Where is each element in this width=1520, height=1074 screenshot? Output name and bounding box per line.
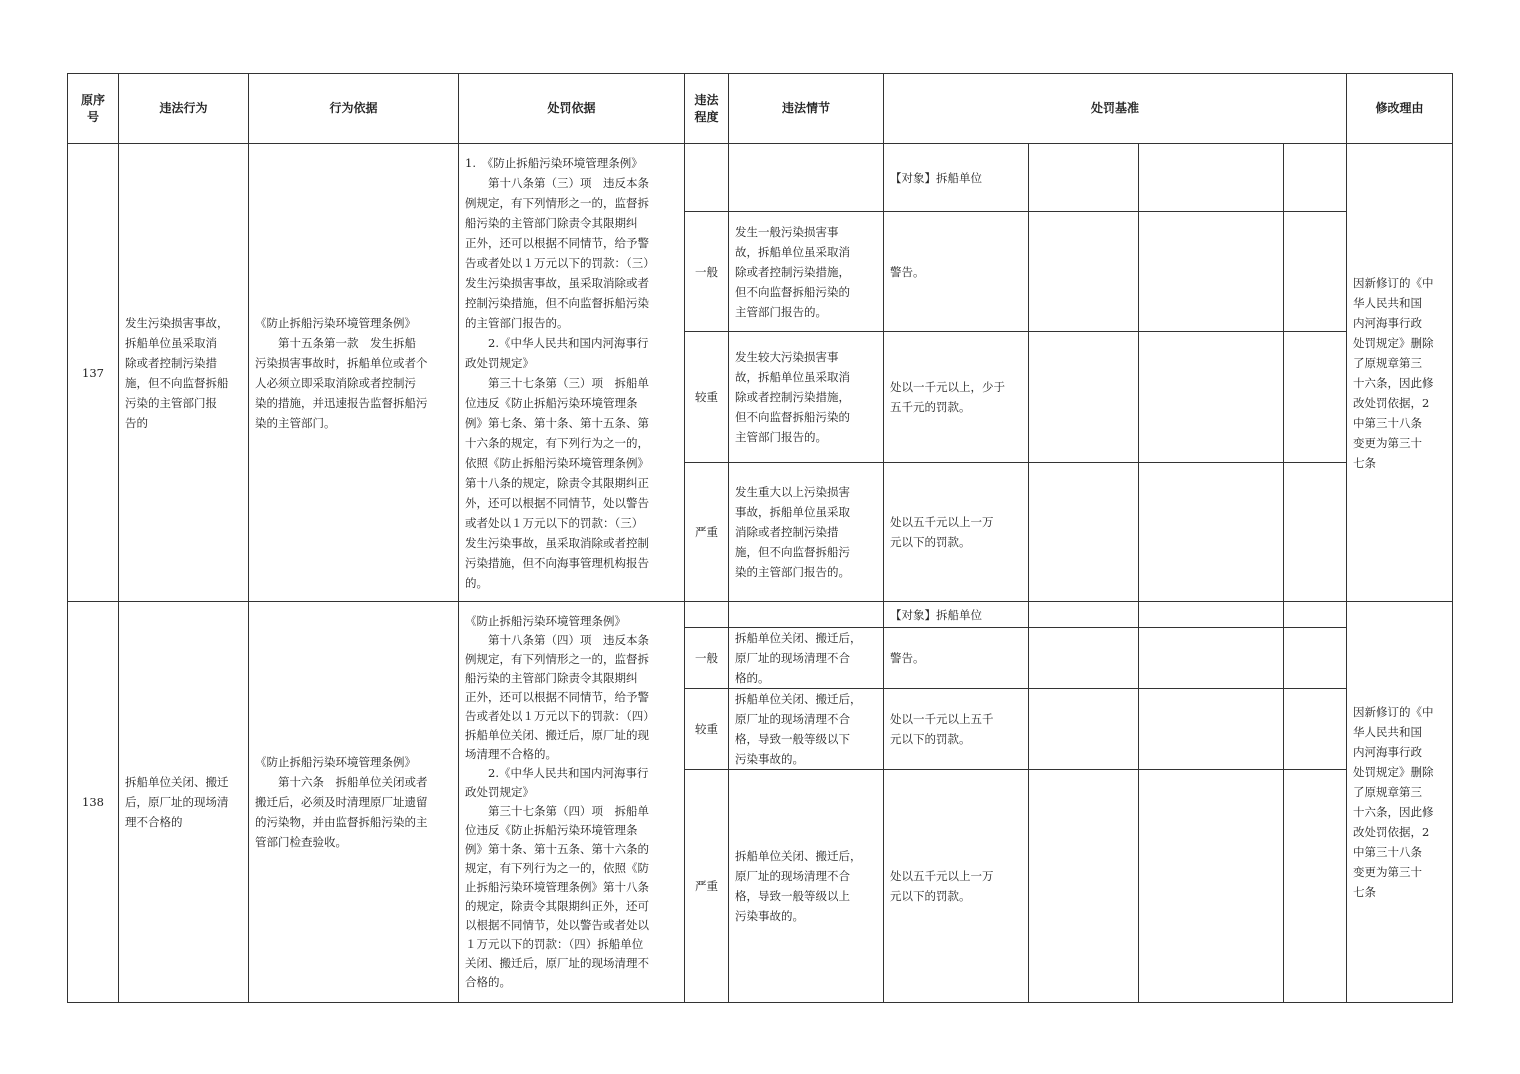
empty-cell (1029, 463, 1139, 602)
degree-cell: 严重 (685, 770, 729, 1003)
header-seq: 原序 号 (68, 74, 119, 144)
act-cell: 发生污染损害事故， 拆船单位虽采取消 除或者控制污染措 施，但不向监督拆船 污染的主管部门报 告的 (119, 144, 249, 602)
header-act: 违法行为 (119, 74, 249, 144)
empty-cell (1029, 332, 1139, 463)
header-act-basis: 行为依据 (249, 74, 459, 144)
circumstance-cell: 发生重大以上污染损害 事故，拆船单位虽采取 消除或者控制污染措 施，但不向监督拆船污 染的主管部门报告的。 (729, 463, 884, 602)
seq-cell: 137 (68, 144, 119, 602)
empty-cell (1139, 463, 1284, 602)
target-cell: 【对象】拆船单位 (884, 602, 1029, 628)
circumstance-cell: 发生较大污染损害事 故，拆船单位虽采取消 除或者控制污染措施， 但不向监督拆船污染的 主管部门报告的。 (729, 332, 884, 463)
empty-cell (1284, 770, 1347, 1003)
circumstance-cell (729, 602, 884, 628)
empty-cell (1139, 144, 1284, 212)
table-row (68, 144, 1453, 212)
header-row (68, 74, 1453, 144)
empty-cell (1284, 602, 1347, 628)
empty-cell (1284, 628, 1347, 689)
empty-cell (1029, 770, 1139, 1003)
empty-cell (1029, 144, 1139, 212)
table-row (68, 602, 1453, 628)
standard-cell: 警告。 (884, 212, 1029, 332)
degree-cell: 一般 (685, 212, 729, 332)
degree-cell: 较重 (685, 332, 729, 463)
degree-cell: 较重 (685, 689, 729, 770)
empty-cell (1284, 689, 1347, 770)
empty-cell (1029, 602, 1139, 628)
empty-cell (1139, 628, 1284, 689)
circumstance-cell: 拆船单位关闭、搬迁后， 原厂址的现场清理不合 格，导致一般等级以下 污染事故的。 (729, 689, 884, 770)
penalty-basis-cell: 1. 《防止拆船污染环境管理条例》 第十八条第（三）项 违反本条 例规定，有下列情形之一的，监督拆 船污染的主管部门除责令其限期纠 正外，还可以根据不同情节，给予警 告或者处以１万元以下的罚款：（三） 发生污染损害事故，虽采取消除或者 控制污染措施，但不向监督拆船污染 的主管部门报告的。 2.《中华人民共和国内河海事行 政处罚规定》 第三十七条第（三）项 拆船单 位违反《防止拆船污染环境管理条 例》第七条、第十条、第十五条、第 十六条的规定，有下列行为之一的， 依照《防止拆船污染环境管理条例》 第十八条的规定，除责令其限期纠正 外，还可以根据不同情节，处以警告 或者处以１万元以下的罚款：（三） 发生污染事故，虽采取消除或者控制 污染措施，但不向海事管理机构报告 的。 (459, 144, 685, 602)
act-basis-cell: 《防止拆船污染环境管理条例》 第十五条第一款 发生拆船 污染损害事故时，拆船单位或者个 人必须立即采取消除或者控制污 染的措施，并迅速报告监督拆船污 染的主管部门。 (249, 144, 459, 602)
degree-cell: 一般 (685, 628, 729, 689)
standard-cell: 处以五千元以上一万 元以下的罚款。 (884, 770, 1029, 1003)
empty-cell (1284, 144, 1347, 212)
header-circumstance: 违法情节 (729, 74, 884, 144)
degree-cell (685, 602, 729, 628)
circumstance-cell: 拆船单位关闭、搬迁后， 原厂址的现场清理不合 格，导致一般等级以上 污染事故的。 (729, 770, 884, 1003)
penalty-table (67, 73, 1453, 1003)
empty-cell (1139, 332, 1284, 463)
act-basis-cell: 《防止拆船污染环境管理条例》 第十六条 拆船单位关闭或者 搬迁后，必须及时清理原厂址遗留 的污染物，并由监督拆船污染的主 管部门检查验收。 (249, 602, 459, 1003)
header-penalty-basis: 处罚依据 (459, 74, 685, 144)
degree-cell (685, 144, 729, 212)
empty-cell (1284, 212, 1347, 332)
empty-cell (1284, 332, 1347, 463)
standard-cell: 处以五千元以上一万 元以下的罚款。 (884, 463, 1029, 602)
standard-cell: 处以一千元以上，少于 五千元的罚款。 (884, 332, 1029, 463)
target-cell: 【对象】拆船单位 (884, 144, 1029, 212)
header-standard: 处罚基准 (884, 74, 1347, 144)
circumstance-cell (729, 144, 884, 212)
header-reason: 修改理由 (1347, 74, 1453, 144)
circumstance-cell: 发生一般污染损害事 故，拆船单位虽采取消 除或者控制污染措施， 但不向监督拆船污染的 主管部门报告的。 (729, 212, 884, 332)
empty-cell (1139, 602, 1284, 628)
standard-cell: 警告。 (884, 628, 1029, 689)
standard-cell: 处以一千元以上五千 元以下的罚款。 (884, 689, 1029, 770)
empty-cell (1139, 770, 1284, 1003)
empty-cell (1139, 689, 1284, 770)
seq-cell: 138 (68, 602, 119, 1003)
reason-cell: 因新修订的《中 华人民共和国 内河海事行政 处罚规定》删除 了原规章第三 十六条，因此修 改处罚依据，2 中第三十八条 变更为第三十 七条 (1347, 602, 1453, 1003)
act-cell: 拆船单位关闭、搬迁 后，原厂址的现场清 理不合格的 (119, 602, 249, 1003)
empty-cell (1029, 212, 1139, 332)
empty-cell (1029, 628, 1139, 689)
circumstance-cell: 拆船单位关闭、搬迁后， 原厂址的现场清理不合 格的。 (729, 628, 884, 689)
empty-cell (1029, 689, 1139, 770)
penalty-basis-cell: 《防止拆船污染环境管理条例》 第十八条第（四）项 违反本条 例规定，有下列情形之一的，监督拆 船污染的主管部门除责令其限期纠 正外，还可以根据不同情节，给予警 告或者处以１万元以下的罚款：（四） 拆船单位关闭、搬迁后，原厂址的现 场清理不合格的。 2.《中华人民共和国内河海事行 政处罚规定》 第三十七条第（四）项 拆船单 位违反《防止拆船污染环境管理条 例》第十条、第十五条、第十六条的 规定，有下列行为之一的，依照《防 止拆船污染环境管理条例》第十八条 的规定，除责令其限期纠正外，还可 以根据不同情节，处以警告或者处以 １万元以下的罚款：（四）拆船单位 关闭、搬迁后，原厂址的现场清理不 合格的。 (459, 602, 685, 1003)
empty-cell (1284, 463, 1347, 602)
reason-cell: 因新修订的《中 华人民共和国 内河海事行政 处罚规定》删除 了原规章第三 十六条，因此修 改处罚依据，2 中第三十八条 变更为第三十 七条 (1347, 144, 1453, 602)
header-degree: 违法 程度 (685, 74, 729, 144)
empty-cell (1139, 212, 1284, 332)
degree-cell: 严重 (685, 463, 729, 602)
